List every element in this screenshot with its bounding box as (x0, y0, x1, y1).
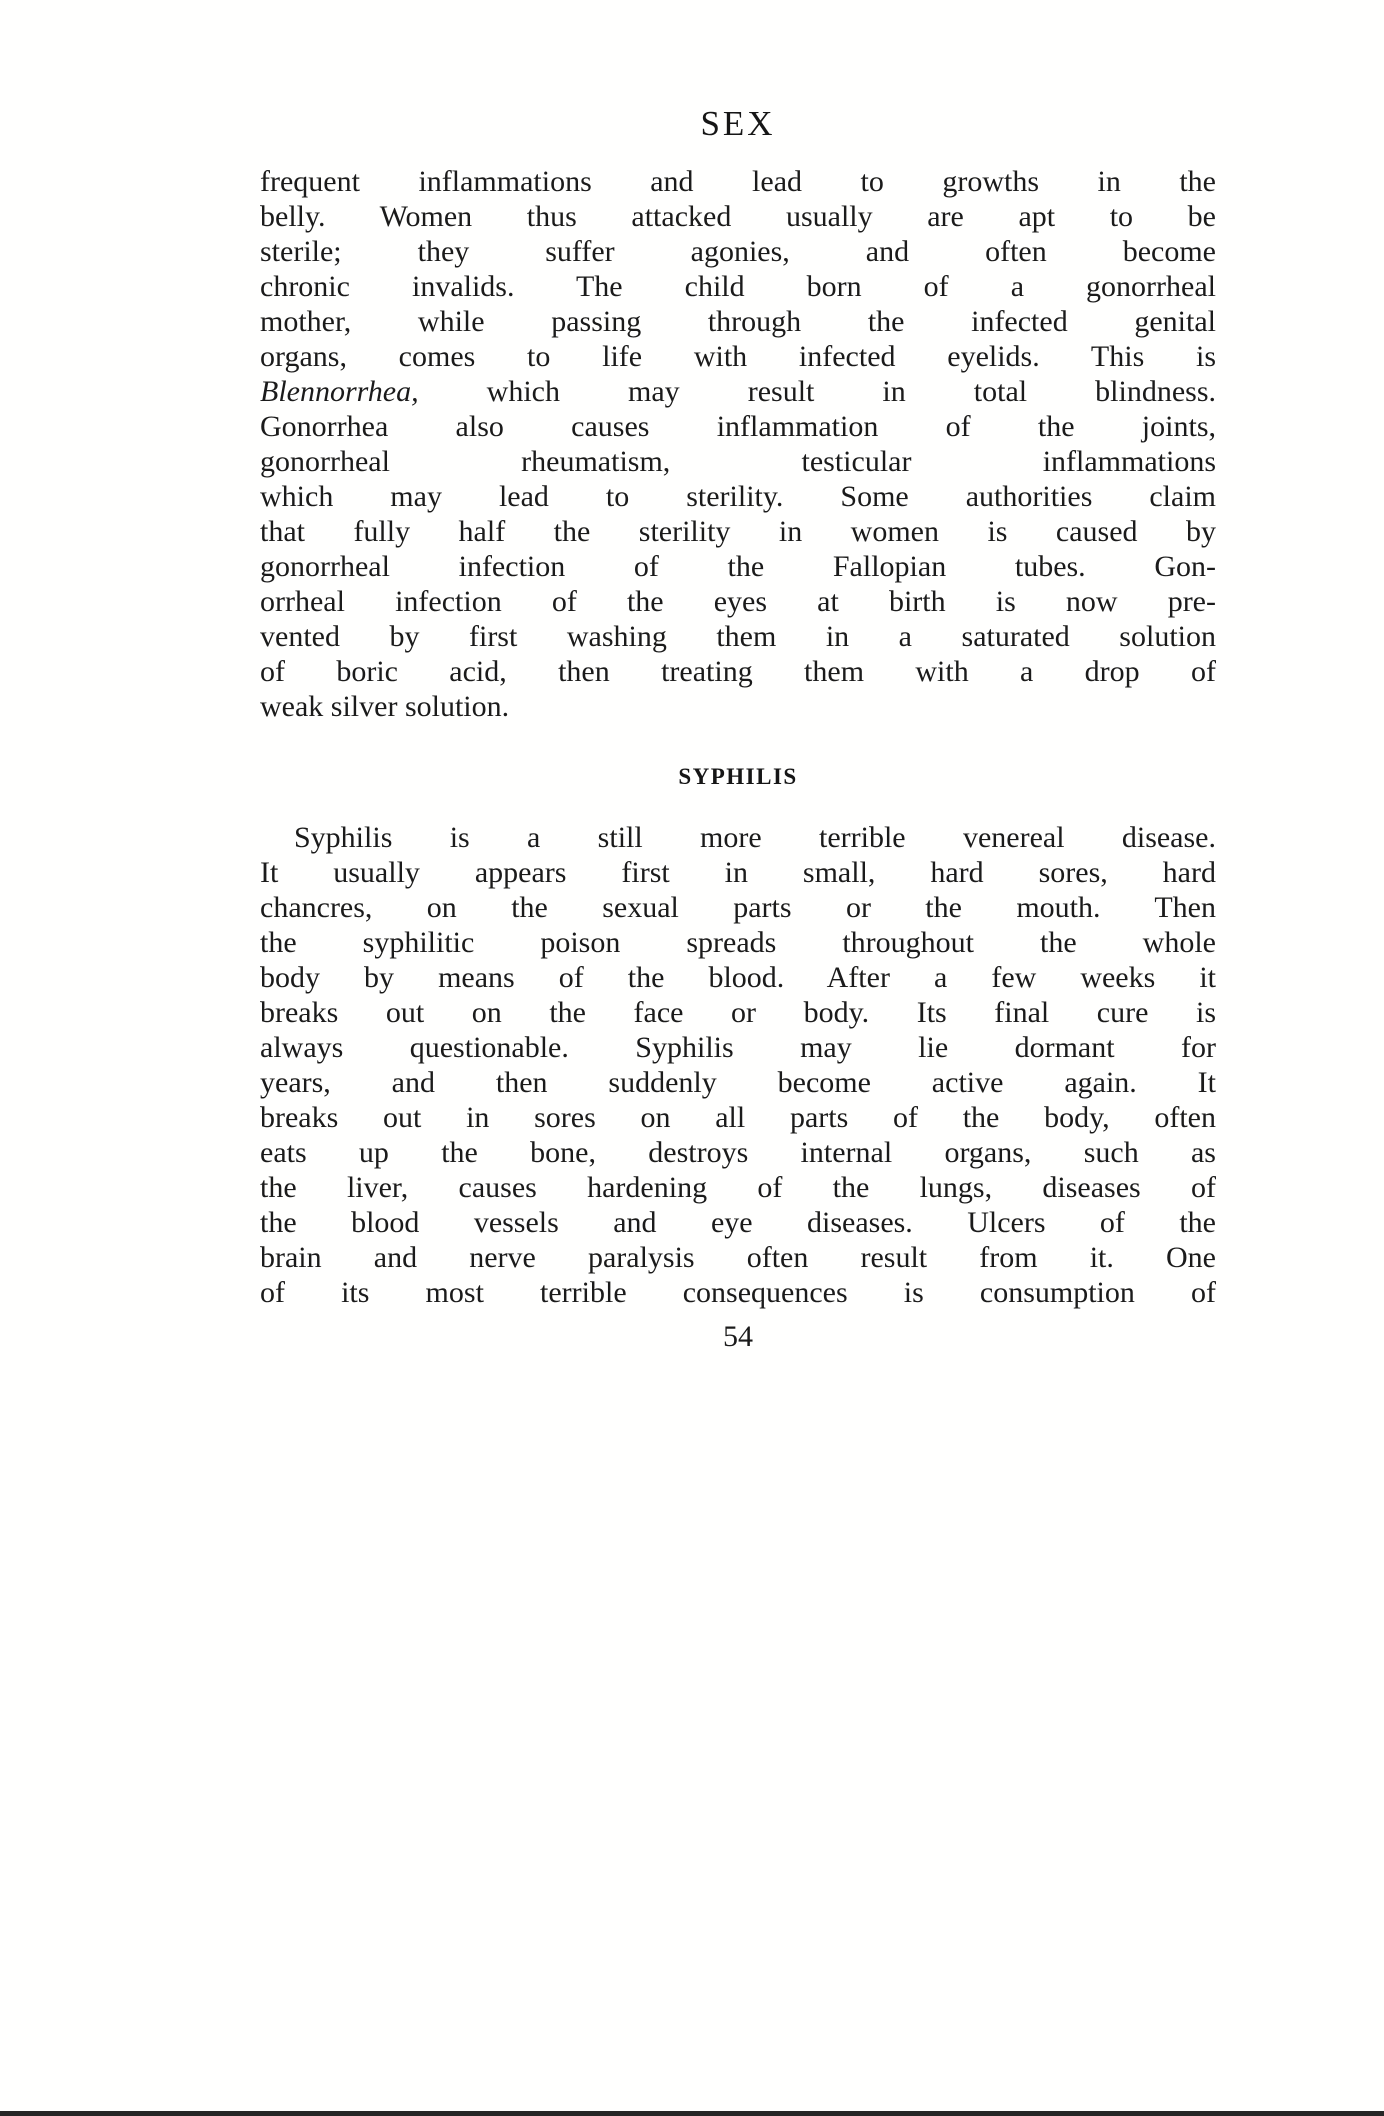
text-line: It usually appears first in small, hard sores, hard (260, 856, 1216, 889)
section-heading: SYPHILIS (678, 764, 798, 789)
text-line-rest: which may result in total blindness. (418, 375, 1216, 408)
italic-term: Blennorrhea, (260, 375, 419, 408)
text-line: that fully half the sterility in women is caused by (260, 515, 1216, 548)
text-line: of its most terrible consequences is consumption of (260, 1276, 1216, 1309)
scan-edge-bottom (0, 2111, 1384, 2116)
text-line: of boric acid, then treating them with a drop of (260, 655, 1216, 688)
text-line: chancres, on the sexual parts or the mouth. Then (260, 891, 1216, 924)
text-line: the syphilitic poison spreads throughout the whole (260, 926, 1216, 959)
text-line: vented by first washing them in a saturated solution (260, 620, 1216, 653)
paragraph-syphilis (260, 820, 1216, 1310)
text-line: Gonorrhea also causes inflammation of the joints, (260, 410, 1216, 443)
text-line: belly. Women thus attacked usually are apt to be (260, 200, 1216, 233)
text-line: body by means of the blood. After a few weeks it (260, 961, 1216, 994)
text-block (260, 104, 1216, 1354)
text-line: orrheal infection of the eyes at birth is now pre- (260, 585, 1216, 618)
text-line-with-italic (260, 374, 1216, 409)
text-line: breaks out in sores on all parts of the body, often (260, 1101, 1216, 1134)
text-line: breaks out on the face or body. Its final cure is (260, 996, 1216, 1029)
text-line: years, and then suddenly become active again. It (260, 1066, 1216, 1099)
text-line: which may lead to sterility. Some authorities claim (260, 480, 1216, 513)
text-line: chronic invalids. The child born of a gonorrheal (260, 270, 1216, 303)
text-line: gonorrheal infection of the Fallopian tubes. Gon- (260, 550, 1216, 583)
page-number: 54 (723, 1320, 753, 1353)
text-line: always questionable. Syphilis may lie dormant for (260, 1031, 1216, 1064)
paragraph-gonorrhea (260, 164, 1216, 724)
text-line: organs, comes to life with infected eyelids. This is (260, 340, 1216, 373)
text-line: the blood vessels and eye diseases. Ulcers of the (260, 1206, 1216, 1239)
text-line: brain and nerve paralysis often result from it. One (260, 1241, 1216, 1274)
text-line: the liver, causes hardening of the lungs, diseases of (260, 1171, 1216, 1204)
text-line: sterile; they suffer agonies, and often become (260, 235, 1216, 268)
text-line: frequent inflammations and lead to growths in the (260, 165, 1216, 198)
text-line: mother, while passing through the infected genital (260, 305, 1216, 338)
running-header: SEX (700, 104, 776, 143)
text-line: Syphilis is a still more terrible venereal disease. (294, 821, 1216, 854)
text-line: eats up the bone, destroys internal organs, such as (260, 1136, 1216, 1169)
text-line: gonorrheal rheumatism, testicular inflammations (260, 445, 1216, 478)
text-line: weak silver solution. (260, 690, 510, 723)
